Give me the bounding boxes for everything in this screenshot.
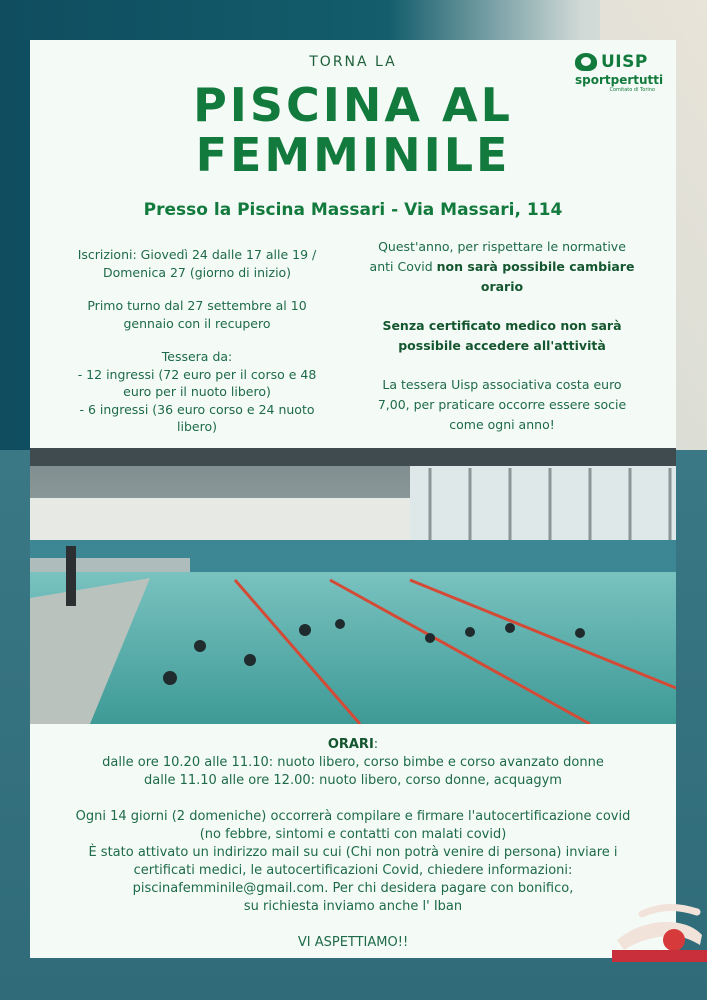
- title-line-1: PISCINA AL: [193, 78, 513, 132]
- logo-tagline: sportpertutti: [575, 73, 664, 87]
- tessera-line-1: - 12 ingressi (72 euro per il corso e 48 euro per il nuoto libero): [77, 366, 317, 399]
- right-info-column: [366, 237, 638, 454]
- info-line-3: È stato attivato un indirizzo mail su cui (Chi non potrà venire di persona) inviare i: [88, 845, 618, 860]
- logo-sub: Comitato di Torino: [609, 87, 655, 93]
- uisp-logo-icon: [575, 53, 597, 71]
- uisp-logo: [575, 52, 665, 104]
- orari-heading: [30, 736, 676, 754]
- tessera-line-2: - 6 ingressi (36 euro corso e 24 nuoto libero): [79, 401, 315, 434]
- schedule-line-1: dalle ore 10.20 alle 11.10: nuoto libero, corso bimbe e corso avanzato donne: [102, 755, 604, 770]
- logo-brand: UISP: [601, 52, 648, 72]
- schedule-line-2: dalle 11.10 alle ore 12.00: nuoto libero, corso donne, acquagym: [144, 773, 562, 788]
- primo-turno-text: Primo turno dal 27 settembre al 10 gennaio con il recupero: [87, 298, 307, 331]
- title-line-2: FEMMINILE: [195, 128, 511, 182]
- orari-colon: :: [373, 737, 379, 752]
- info-line-6: su richiesta inviamo anche l' Iban: [243, 899, 463, 914]
- schedule-and-info: [30, 736, 676, 952]
- certificato-notice: Senza certificato medico non sarà possibile accedere all'attività: [382, 318, 622, 353]
- tessera-title: Tessera da:: [161, 349, 233, 364]
- closing-text: VI ASPETTIAMO!!: [297, 935, 409, 950]
- covid-bold: non sarà possibile cambiare orario: [436, 259, 635, 294]
- covid-intro: Quest'anno, per rispettare le normative anti Covid: [369, 239, 626, 274]
- info-line-5[interactable]: piscinafemminile@gmail.com. Per chi desidera pagare con bonifico,: [132, 881, 574, 896]
- swimming-pool-photo: [30, 448, 676, 724]
- orari-label: ORARI: [327, 737, 374, 752]
- venue-subtitle: Presso la Piscina Massari - Via Massari, 114: [143, 200, 563, 220]
- iscrizioni-text: Iscrizioni: Giovedì 24 dalle 17 alle 19 / Domenica 27 (giorno di inizio): [77, 247, 317, 280]
- info-line-1: Ogni 14 giorni (2 domeniche) occorrerà compilare e firmare l'autocertificazione covid: [75, 809, 631, 824]
- info-line-4: certificati medici, le autocertificazioni Covid, chiedere informazioni:: [133, 863, 573, 878]
- left-info-column: [66, 246, 328, 436]
- tessera-uisp-text: La tessera Uisp associativa costa euro 7,00, per praticare occorre essere socie come ogni anno!: [377, 377, 627, 432]
- covid-notice: [366, 237, 638, 297]
- kicker-text: TORNA LA: [309, 54, 397, 70]
- info-line-2: (no febbre, sintomi e contatti con malati covid): [199, 827, 507, 842]
- swimmer-icon: [612, 900, 707, 962]
